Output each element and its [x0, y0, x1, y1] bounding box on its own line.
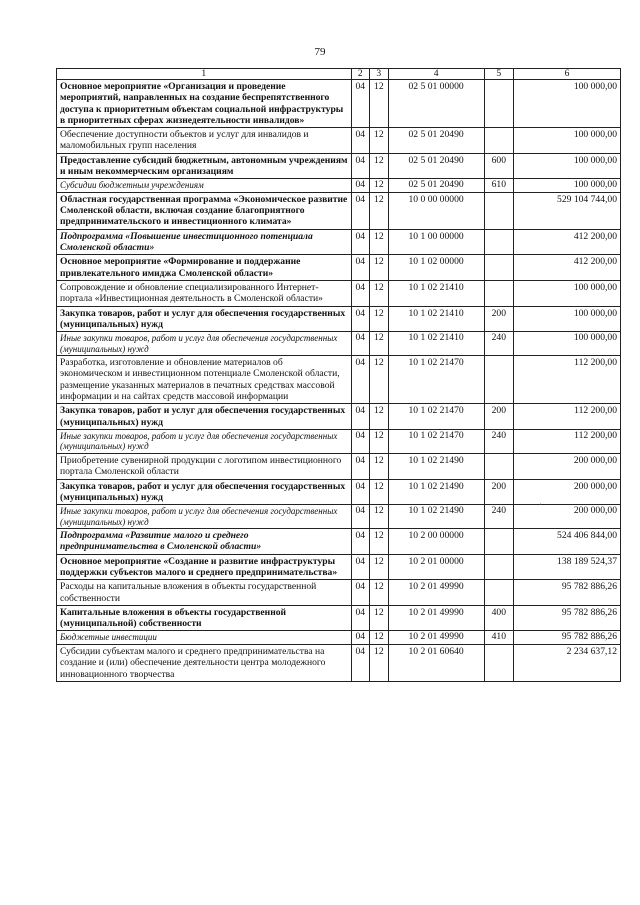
row-subsection-cell: 12 — [370, 128, 389, 154]
row-name-cell: Субсидии бюджетным учреждениям — [57, 179, 352, 193]
row-section-cell: 04 — [351, 229, 370, 255]
row-section-cell: 04 — [351, 580, 370, 606]
table-row — [57, 453, 621, 479]
row-section-cell: 04 — [351, 179, 370, 193]
table-header-row — [57, 69, 621, 80]
row-name-cell: Закупка товаров, работ и услуг для обеспечения государственных (муниципальных) нужд — [57, 404, 352, 430]
row-expense-type-cell — [484, 280, 513, 306]
row-amount-cell: 412 200,00 — [514, 229, 621, 255]
table-row — [57, 179, 621, 193]
table-row — [57, 192, 621, 229]
row-subsection-cell: 12 — [370, 80, 389, 128]
table-row — [57, 605, 621, 631]
row-amount-cell: 95 782 886,26 — [514, 631, 621, 645]
row-expense-type-cell — [484, 644, 513, 681]
row-expense-type-cell: 600 — [484, 153, 513, 179]
table-row — [57, 554, 621, 580]
row-subsection-cell: 12 — [370, 179, 389, 193]
row-section-cell: 04 — [351, 644, 370, 681]
row-expense-type-cell: 400 — [484, 605, 513, 631]
row-section-cell: 04 — [351, 529, 370, 555]
row-subsection-cell: 12 — [370, 404, 389, 430]
row-name-cell: Расходы на капитальные вложения в объекты государственной собственности — [57, 580, 352, 606]
table-row — [57, 306, 621, 332]
row-amount-cell: 100 000,00 — [514, 153, 621, 179]
header-cell-subsection: 3 — [370, 69, 389, 80]
row-target-article-cell: 10 1 02 21490 — [388, 453, 484, 479]
row-subsection-cell: 12 — [370, 332, 389, 356]
row-expense-type-cell: 410 — [484, 631, 513, 645]
row-name-cell: Подпрограмма «Развитие малого и среднего предпринимательства в Смоленской области» — [57, 529, 352, 555]
table-row — [57, 280, 621, 306]
row-expense-type-cell: 200 — [484, 404, 513, 430]
row-name-cell: Капитальные вложения в объекты государственной (муниципальной) собственности — [57, 605, 352, 631]
row-name-cell: Основное мероприятие «Формирование и поддержание привлекательного имиджа Смоленской области» — [57, 255, 352, 281]
row-name-cell: Закупка товаров, работ и услуг для обеспечения государственных (муниципальных) нужд — [57, 479, 352, 505]
row-target-article-cell: 10 1 02 21470 — [388, 356, 484, 404]
row-expense-type-cell — [484, 229, 513, 255]
row-amount-cell: 412 200,00 — [514, 255, 621, 281]
row-expense-type-cell — [484, 529, 513, 555]
row-expense-type-cell — [484, 255, 513, 281]
row-target-article-cell: 10 2 01 00000 — [388, 554, 484, 580]
budget-table — [56, 68, 621, 682]
row-amount-cell: 200 000,00 — [514, 505, 621, 529]
row-amount-cell: 200 000,00 — [514, 453, 621, 479]
row-expense-type-cell — [484, 128, 513, 154]
row-amount-cell: 112 200,00 — [514, 356, 621, 404]
row-section-cell: 04 — [351, 453, 370, 479]
row-amount-cell: 200 000,00 — [514, 479, 621, 505]
row-subsection-cell: 12 — [370, 429, 389, 453]
row-amount-cell: 95 782 886,26 — [514, 605, 621, 631]
row-subsection-cell: 12 — [370, 229, 389, 255]
page-number: 79 — [314, 46, 326, 58]
row-subsection-cell: 12 — [370, 580, 389, 606]
row-expense-type-cell — [484, 192, 513, 229]
row-subsection-cell: 12 — [370, 605, 389, 631]
row-name-cell: Обеспечение доступности объектов и услуг для инвалидов и маломобильных групп населения — [57, 128, 352, 154]
header-cell-section: 2 — [351, 69, 370, 80]
row-section-cell: 04 — [351, 280, 370, 306]
row-expense-type-cell — [484, 80, 513, 128]
row-section-cell: 04 — [351, 554, 370, 580]
row-subsection-cell: 12 — [370, 631, 389, 645]
row-subsection-cell: 12 — [370, 280, 389, 306]
row-name-cell: Приобретение сувенирной продукции с логотипом инвестиционного портала Смоленской области — [57, 453, 352, 479]
row-amount-cell: 100 000,00 — [514, 332, 621, 356]
table-row — [57, 80, 621, 128]
table-row — [57, 229, 621, 255]
header-cell-target-article: 4 — [388, 69, 484, 80]
row-section-cell: 04 — [351, 429, 370, 453]
row-target-article-cell: 10 1 02 21490 — [388, 505, 484, 529]
row-name-cell: Основное мероприятие «Организация и проведение мероприятий, направленных на создание беспрепятственного доступа к приоритетным объектам социальной инфраструктуры в приоритетных сферах жизнедеятельности инвалидов» — [57, 80, 352, 128]
row-amount-cell: 100 000,00 — [514, 128, 621, 154]
row-name-cell: Бюджетные инвестиции — [57, 631, 352, 645]
header-cell-expense-type: 5 — [484, 69, 513, 80]
row-amount-cell: 524 406 844,00 — [514, 529, 621, 555]
row-expense-type-cell — [484, 356, 513, 404]
row-subsection-cell: 12 — [370, 153, 389, 179]
row-amount-cell: 95 782 886,26 — [514, 580, 621, 606]
row-target-article-cell: 10 2 00 00000 — [388, 529, 484, 555]
row-amount-cell: 100 000,00 — [514, 306, 621, 332]
row-section-cell: 04 — [351, 505, 370, 529]
row-section-cell: 04 — [351, 605, 370, 631]
row-amount-cell: 112 200,00 — [514, 404, 621, 430]
row-subsection-cell: 12 — [370, 192, 389, 229]
row-expense-type-cell: 610 — [484, 179, 513, 193]
row-section-cell: 04 — [351, 192, 370, 229]
row-amount-cell: 100 000,00 — [514, 80, 621, 128]
row-section-cell: 04 — [351, 332, 370, 356]
row-section-cell: 04 — [351, 306, 370, 332]
table-row — [57, 356, 621, 404]
row-subsection-cell: 12 — [370, 529, 389, 555]
row-subsection-cell: 12 — [370, 255, 389, 281]
row-name-cell: Закупка товаров, работ и услуг для обеспечения государственных (муниципальных) нужд — [57, 306, 352, 332]
row-subsection-cell: 12 — [370, 453, 389, 479]
row-target-article-cell: 02 5 01 00000 — [388, 80, 484, 128]
row-subsection-cell: 12 — [370, 479, 389, 505]
row-target-article-cell: 10 2 01 49990 — [388, 631, 484, 645]
row-expense-type-cell — [484, 554, 513, 580]
table-row — [57, 153, 621, 179]
row-section-cell: 04 — [351, 153, 370, 179]
row-target-article-cell: 10 1 02 21410 — [388, 332, 484, 356]
row-name-cell: Сопровождение и обновление специализированного Интернет-портала «Инвестиционная деятельность в Смоленской области» — [57, 280, 352, 306]
row-target-article-cell: 10 1 02 21470 — [388, 429, 484, 453]
row-name-cell: Иные закупки товаров, работ и услуг для обеспечения государственных (муниципальных) нужд — [57, 332, 352, 356]
row-target-article-cell: 02 5 01 20490 — [388, 179, 484, 193]
row-target-article-cell: 02 5 01 20490 — [388, 153, 484, 179]
row-amount-cell: 138 189 524,37 — [514, 554, 621, 580]
row-target-article-cell: 10 2 01 49990 — [388, 580, 484, 606]
row-subsection-cell: 12 — [370, 306, 389, 332]
table-row — [57, 255, 621, 281]
row-subsection-cell: 12 — [370, 554, 389, 580]
row-section-cell: 04 — [351, 80, 370, 128]
row-target-article-cell: 02 5 01 20490 — [388, 128, 484, 154]
table-row — [57, 644, 621, 681]
table-row — [57, 529, 621, 555]
row-target-article-cell: 10 1 02 00000 — [388, 255, 484, 281]
row-amount-cell: 100 000,00 — [514, 280, 621, 306]
row-amount-cell: 100 000,00 — [514, 179, 621, 193]
header-cell-name: 1 — [57, 69, 352, 80]
row-expense-type-cell: 200 — [484, 306, 513, 332]
row-expense-type-cell — [484, 580, 513, 606]
row-subsection-cell: 12 — [370, 356, 389, 404]
row-target-article-cell: 10 1 02 21410 — [388, 280, 484, 306]
row-target-article-cell: 10 1 02 21470 — [388, 404, 484, 430]
row-subsection-cell: 12 — [370, 644, 389, 681]
row-target-article-cell: 10 1 00 00000 — [388, 229, 484, 255]
table-row — [57, 631, 621, 645]
row-amount-cell: 112 200,00 — [514, 429, 621, 453]
row-name-cell: Подпрограмма «Повышение инвестиционного потенциала Смоленской области» — [57, 229, 352, 255]
row-expense-type-cell: 240 — [484, 505, 513, 529]
row-expense-type-cell: 240 — [484, 332, 513, 356]
scan-speck: · — [539, 499, 542, 509]
row-subsection-cell: 12 — [370, 505, 389, 529]
table-row — [57, 580, 621, 606]
table-row — [57, 429, 621, 453]
table-row — [57, 404, 621, 430]
row-target-article-cell: 10 1 02 21490 — [388, 479, 484, 505]
row-name-cell: Иные закупки товаров, работ и услуг для обеспечения государственных (муниципальных) нужд — [57, 505, 352, 529]
table-row — [57, 128, 621, 154]
row-target-article-cell: 10 0 00 00000 — [388, 192, 484, 229]
row-section-cell: 04 — [351, 631, 370, 645]
row-expense-type-cell: 200 — [484, 479, 513, 505]
row-amount-cell: 529 104 744,00 — [514, 192, 621, 229]
row-name-cell: Предоставление субсидий бюджетным, автономным учреждениям и иным некоммерческим организациям — [57, 153, 352, 179]
row-section-cell: 04 — [351, 255, 370, 281]
row-expense-type-cell — [484, 453, 513, 479]
table-row — [57, 332, 621, 356]
row-target-article-cell: 10 2 01 60640 — [388, 644, 484, 681]
row-amount-cell: 2 234 637,12 — [514, 644, 621, 681]
row-name-cell: Разработка, изготовление и обновление материалов об экономическом и инвестиционном потенциале Смоленской области, размещение указанных материалов в печатных средствах массовой информации и на сайтах средств массовой информации — [57, 356, 352, 404]
row-target-article-cell: 10 1 02 21410 — [388, 306, 484, 332]
row-section-cell: 04 — [351, 404, 370, 430]
row-name-cell: Иные закупки товаров, работ и услуг для обеспечения государственных (муниципальных) нужд — [57, 429, 352, 453]
row-section-cell: 04 — [351, 128, 370, 154]
row-section-cell: 04 — [351, 479, 370, 505]
row-section-cell: 04 — [351, 356, 370, 404]
row-expense-type-cell: 240 — [484, 429, 513, 453]
row-name-cell: Областная государственная программа «Экономическое развитие Смоленской области, включая создание благоприятного предпринимательского и инвестиционного климата» — [57, 192, 352, 229]
row-name-cell: Субсидии субъектам малого и среднего предпринимательства на создание и (или) обеспечение деятельности центра молодежного инновационного творчества — [57, 644, 352, 681]
row-name-cell: Основное мероприятие «Создание и развитие инфраструктуры поддержки субъектов малого и среднего предпринимательства» — [57, 554, 352, 580]
table-row — [57, 505, 621, 529]
header-cell-amount: 6 — [514, 69, 621, 80]
row-target-article-cell: 10 2 01 49990 — [388, 605, 484, 631]
table-row — [57, 479, 621, 505]
